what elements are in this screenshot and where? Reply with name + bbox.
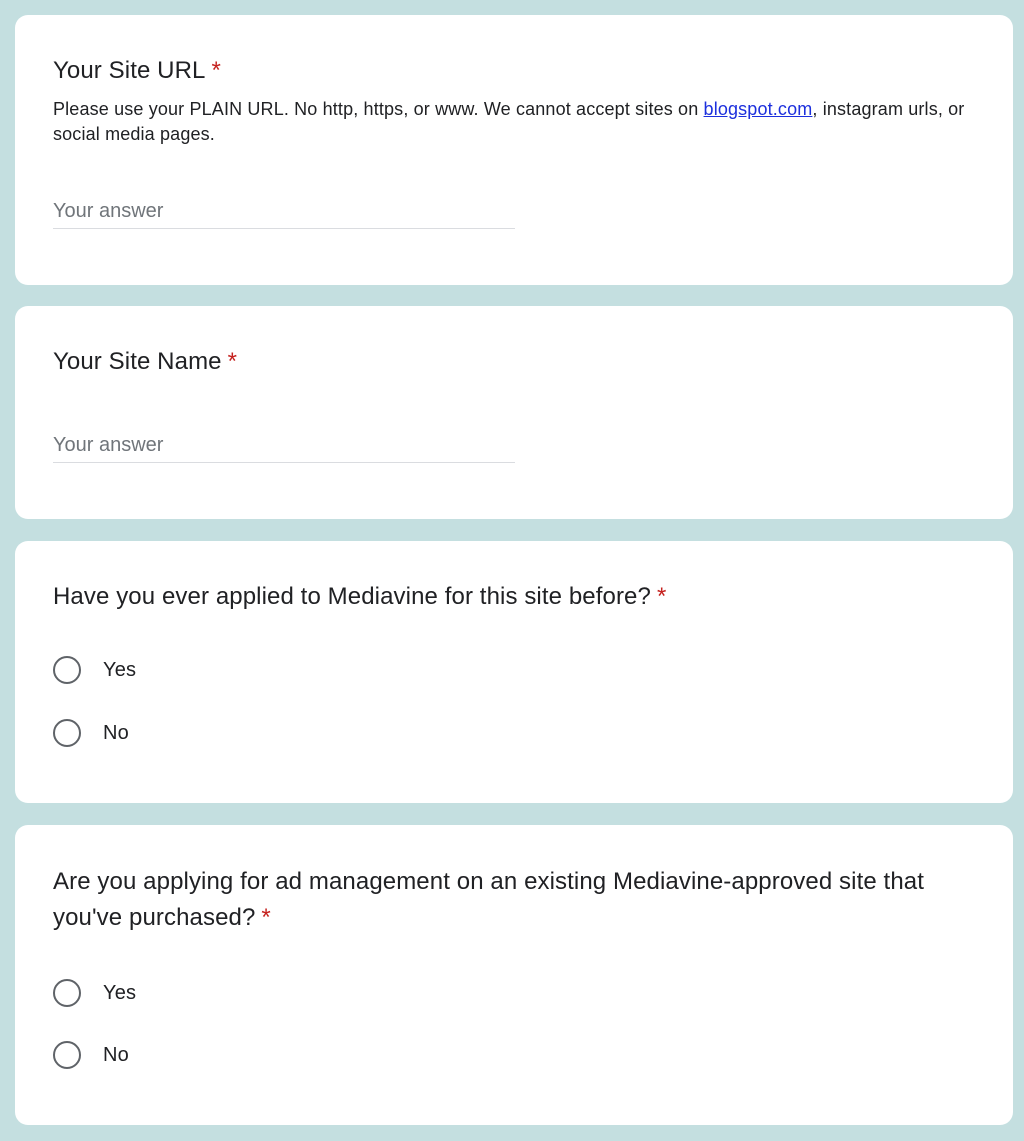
- radio-option-no[interactable]: [53, 719, 129, 747]
- radio-option-yes[interactable]: [53, 656, 136, 684]
- radio-option-no[interactable]: [53, 1041, 129, 1069]
- site-url-input[interactable]: [53, 194, 515, 229]
- question-title: [53, 864, 953, 936]
- question-title: [53, 579, 953, 615]
- radio-label: Yes: [103, 658, 137, 681]
- description-text-end: , instagram urls, or social media pages.: [53, 99, 965, 144]
- description-text: Please use your PLAIN URL. No http, https, or www. We cannot accept sites on: [53, 99, 704, 119]
- radio-button[interactable]: [53, 719, 81, 747]
- required-asterisk: *: [261, 904, 271, 931]
- required-asterisk: *: [656, 583, 667, 610]
- radio-button[interactable]: [53, 979, 81, 1007]
- radio-label: No: [103, 721, 129, 744]
- question-title-text: Have you ever applied to Mediavine for this site before?: [53, 583, 651, 610]
- radio-button[interactable]: [53, 1041, 81, 1069]
- blogspot-link[interactable]: blogspot.com: [703, 99, 813, 119]
- radio-option-yes[interactable]: [53, 979, 136, 1007]
- question-title: [53, 53, 953, 89]
- question-card-purchased-site: [15, 825, 1013, 1125]
- radio-button[interactable]: [53, 656, 81, 684]
- radio-label: No: [103, 1043, 129, 1066]
- question-description: [53, 97, 973, 147]
- question-title-text: Your Site Name: [53, 348, 222, 375]
- required-asterisk: *: [211, 57, 221, 84]
- question-card-applied-before: [15, 541, 1013, 803]
- question-title-text: Your Site URL: [53, 57, 206, 84]
- radio-label: Yes: [103, 981, 137, 1004]
- question-title: [53, 344, 953, 380]
- required-asterisk: *: [227, 348, 238, 375]
- question-title-text: Are you applying for ad management on an existing Mediavine-approved site that you've purchased?: [53, 868, 924, 931]
- question-card-site-name: [15, 306, 1013, 519]
- site-name-input[interactable]: [53, 428, 515, 463]
- question-card-site-url: [15, 15, 1013, 285]
